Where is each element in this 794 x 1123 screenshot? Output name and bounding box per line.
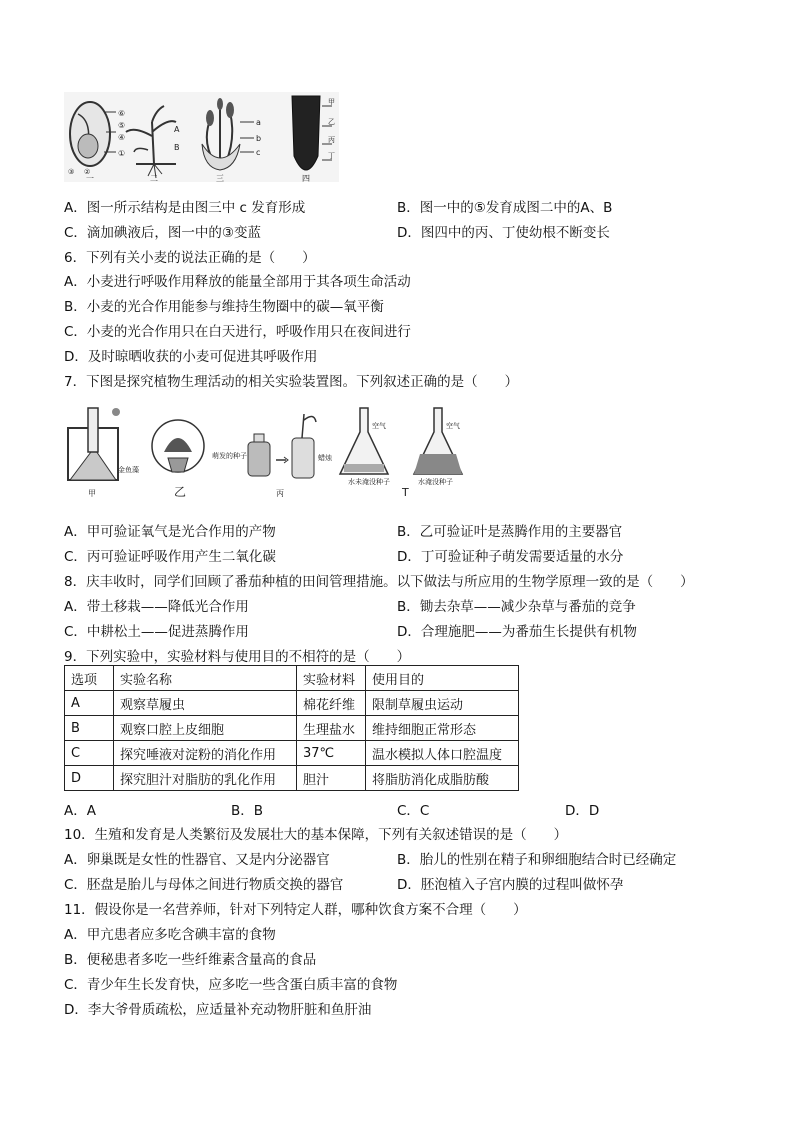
- q9-option-d: D．D: [565, 803, 600, 819]
- table-cell: B: [65, 716, 114, 741]
- q6-option-d: D．及时晾晒收获的小麦可促进其呼吸作用: [64, 349, 318, 365]
- table-header-cell: 选项: [65, 666, 114, 691]
- q6-option-a: A．小麦进行呼吸作用释放的能量全部用于其各项生命活动: [64, 274, 411, 290]
- apparatus-jia: [68, 408, 120, 480]
- table-cell: C: [65, 741, 114, 766]
- fig1-marker-2: ②: [84, 168, 91, 176]
- q6-option-c: C．小麦的光合作用只在白天进行，呼吸作用只在夜间进行: [64, 324, 411, 340]
- fig1-caption-3: 三: [216, 174, 224, 182]
- table-header-cell: 实验名称: [114, 666, 297, 691]
- table-cell: 将脂肪消化成脂肪酸: [366, 766, 519, 791]
- table-header-cell: 实验材料: [297, 666, 366, 691]
- q9-option-a: A．A: [64, 803, 96, 819]
- fig1-part-a: a: [256, 118, 261, 127]
- label-yi: 乙: [174, 485, 187, 498]
- q10-option-c: C．胚盘是胎儿与母体之间进行物质交换的器官: [64, 877, 344, 893]
- q9-stem: 9．下列实验中，实验材料与使用目的不相符的是（ ）: [64, 649, 411, 665]
- label-ding: T: [402, 486, 409, 498]
- table-cell: 生理盐水: [297, 716, 366, 741]
- fig1-part-A: A: [174, 125, 180, 134]
- fig1-part-b: b: [256, 134, 262, 143]
- label-jia: 甲: [88, 489, 96, 498]
- q7-option-c: C．丙可验证呼吸作用产生二氧化碳: [64, 549, 276, 565]
- figure-plant-experiments: [64, 402, 484, 498]
- fig1-part-yi: 乙: [328, 118, 335, 126]
- q7-option-d: D．丁可验证种子萌发需要适量的水分: [397, 549, 624, 565]
- table-row: [65, 766, 519, 791]
- label-air-1: 空气: [372, 422, 386, 430]
- q7-option-b: B．乙可验证叶是蒸腾作用的主要器官: [397, 524, 623, 540]
- table-cell: 温水模拟人体口腔温度: [366, 741, 519, 766]
- fig1-part-ding: 丁: [328, 152, 335, 160]
- fig1-part-c: c: [256, 148, 261, 157]
- table-cell: 观察口腔上皮细胞: [114, 716, 297, 741]
- fig1-marker-4: ④: [118, 133, 126, 142]
- label-air-2: 空气: [446, 422, 460, 430]
- fig1-part-bing: 丙: [328, 136, 335, 144]
- q10-option-b: B．胎儿的性别在精子和卵细胞结合时已经确定: [397, 852, 677, 868]
- q11-option-c: C．青少年生长发育快，应多吃一些含蛋白质丰富的食物: [64, 977, 398, 993]
- table-cell: 胆汁: [297, 766, 366, 791]
- label-goldfish-algae: 金鱼藻: [118, 466, 139, 474]
- table-header-cell: 使用目的: [366, 666, 519, 691]
- q5-option-a: A．图一所示结构是由图三中 c 发育形成: [64, 200, 306, 216]
- label-water-covering: 水淹没种子: [418, 478, 453, 486]
- label-bing: 丙: [276, 489, 284, 498]
- table-cell: D: [65, 766, 114, 791]
- table-row: [65, 741, 519, 766]
- table-cell: 37℃: [297, 741, 366, 766]
- fig1-part-jia: 甲: [328, 98, 335, 106]
- q8-option-a: A．带土移栽——降低光合作用: [64, 599, 249, 615]
- q6-option-b: B．小麦的光合作用能参与维持生物圈中的碳—氧平衡: [64, 299, 384, 315]
- q10-option-a: A．卵巢既是女性的性器官、又是内分泌器官: [64, 852, 330, 868]
- q11-option-b: B．便秘患者多吃一些纤维素含量高的食品: [64, 952, 317, 968]
- fig1-marker-1: ①: [118, 149, 126, 158]
- fig1-marker-5: ⑤: [118, 121, 126, 130]
- q5-option-c: C．滴加碘液后，图一中的③变蓝: [64, 225, 262, 241]
- q11-option-a: A．甲亢患者应多吃含碘丰富的食物: [64, 927, 276, 943]
- q11-stem: 11．假设你是一名营养师，针对下列特定人群，哪种饮食方案不合理（ ）: [64, 902, 527, 918]
- apparatus-yi: [152, 420, 204, 472]
- q7-option-a: A．甲可验证氧气是光合作用的产物: [64, 524, 276, 540]
- q10-option-d: D．胚泡植入子宫内膜的过程叫做怀孕: [397, 877, 624, 893]
- label-candle: 蜡烛: [318, 454, 332, 462]
- table-cell: 探究唾液对淀粉的消化作用: [114, 741, 297, 766]
- table-cell: 限制草履虫运动: [366, 691, 519, 716]
- table-cell: 观察草履虫: [114, 691, 297, 716]
- q8-stem: 8．庆丰收时，同学们回顾了番茄种植的田间管理措施。以下做法与所应用的生物学原理一致的是（ ）: [64, 574, 694, 590]
- experiment-table: [64, 665, 519, 791]
- table-cell: 维持细胞正常形态: [366, 716, 519, 741]
- q5-option-b: B．图一中的⑤发育成图二中的A、B: [397, 200, 613, 216]
- q9-option-b: B．B: [231, 803, 264, 819]
- label-water-not-covering: 水未淹没种子: [348, 478, 390, 486]
- label-germinating-seeds: 萌发的种子: [212, 452, 247, 460]
- q8-option-d: D．合理施肥——为番茄生长提供有机物: [397, 624, 637, 640]
- fig1-caption-2: 二: [150, 174, 158, 182]
- figure-seed-development: [64, 92, 339, 182]
- q10-stem: 10．生殖和发育是人类繁衍及发展壮大的基本保障，下列有关叙述错误的是（ ）: [64, 827, 568, 843]
- q9-option-c: C．C: [397, 803, 430, 819]
- fig1-caption-1: 一: [86, 174, 94, 182]
- q11-option-d: D．李大爷骨质疏松，应适量补充动物肝脏和鱼肝油: [64, 1002, 372, 1018]
- apparatus-bing: [248, 414, 316, 478]
- table-header-row: [65, 666, 519, 691]
- table-cell: 棉花纤维: [297, 691, 366, 716]
- table-cell: A: [65, 691, 114, 716]
- q8-option-b: B．锄去杂草——减少杂草与番茄的竞争: [397, 599, 636, 615]
- fig1-part-B: B: [174, 143, 180, 152]
- q7-stem: 7．下图是探究植物生理活动的相关实验装置图。下列叙述正确的是（ ）: [64, 374, 519, 390]
- table-row: [65, 716, 519, 741]
- fig1-marker-6: ⑥: [118, 109, 126, 118]
- fig1-caption-4: 四: [302, 174, 310, 182]
- table-cell: 探究胆汁对脂肪的乳化作用: [114, 766, 297, 791]
- q8-option-c: C．中耕松土——促进蒸腾作用: [64, 624, 249, 640]
- table-row: [65, 691, 519, 716]
- apparatus-ding: [340, 408, 462, 474]
- q5-option-d: D．图四中的丙、丁使幼根不断变长: [397, 225, 610, 241]
- q6-stem: 6．下列有关小麦的说法正确的是（ ）: [64, 250, 316, 266]
- fig1-marker-3: ③: [68, 168, 75, 176]
